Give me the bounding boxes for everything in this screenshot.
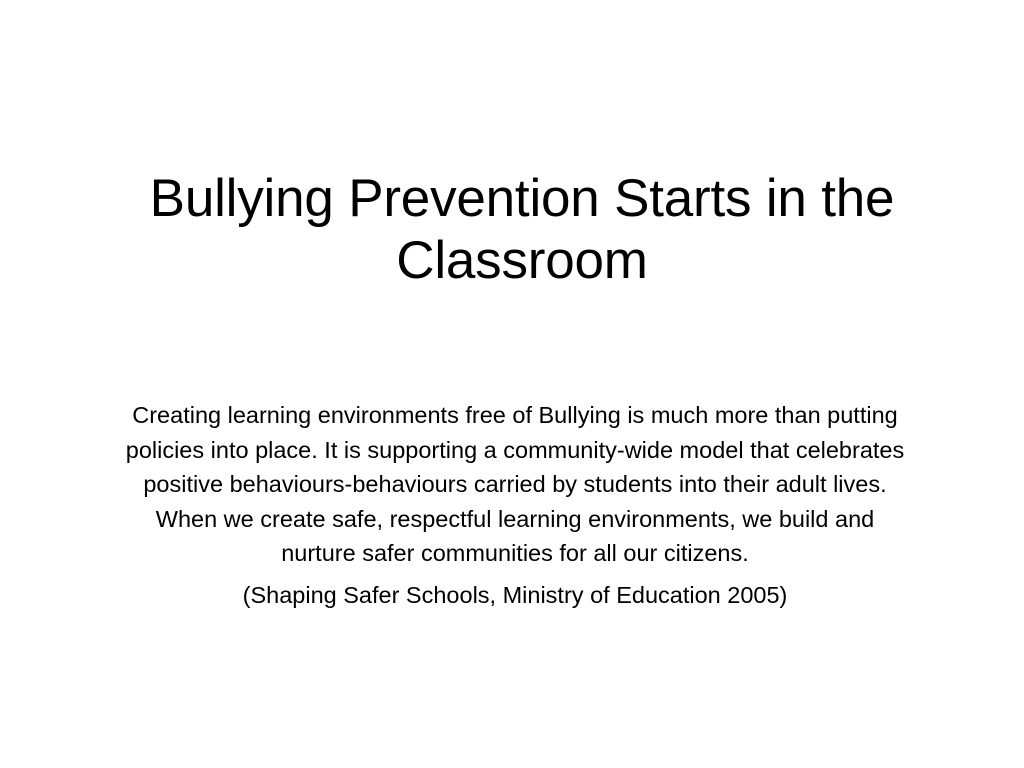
slide-body: [120, 398, 910, 612]
slide-title: Bullying Prevention Starts in the Classroom: [149, 169, 895, 290]
body-paragraph: Creating learning environments free of Bullying is much more than putting policies into place. It is supporting a community-wide model that celebrates positive behaviours-behaviours carried by students into their adult lives. When we create safe, respectful learning environments, we build and nurture safer communities for all our citizens.: [125, 402, 905, 566]
citation: (Shaping Safer Schools, Ministry of Education 2005): [242, 581, 788, 608]
